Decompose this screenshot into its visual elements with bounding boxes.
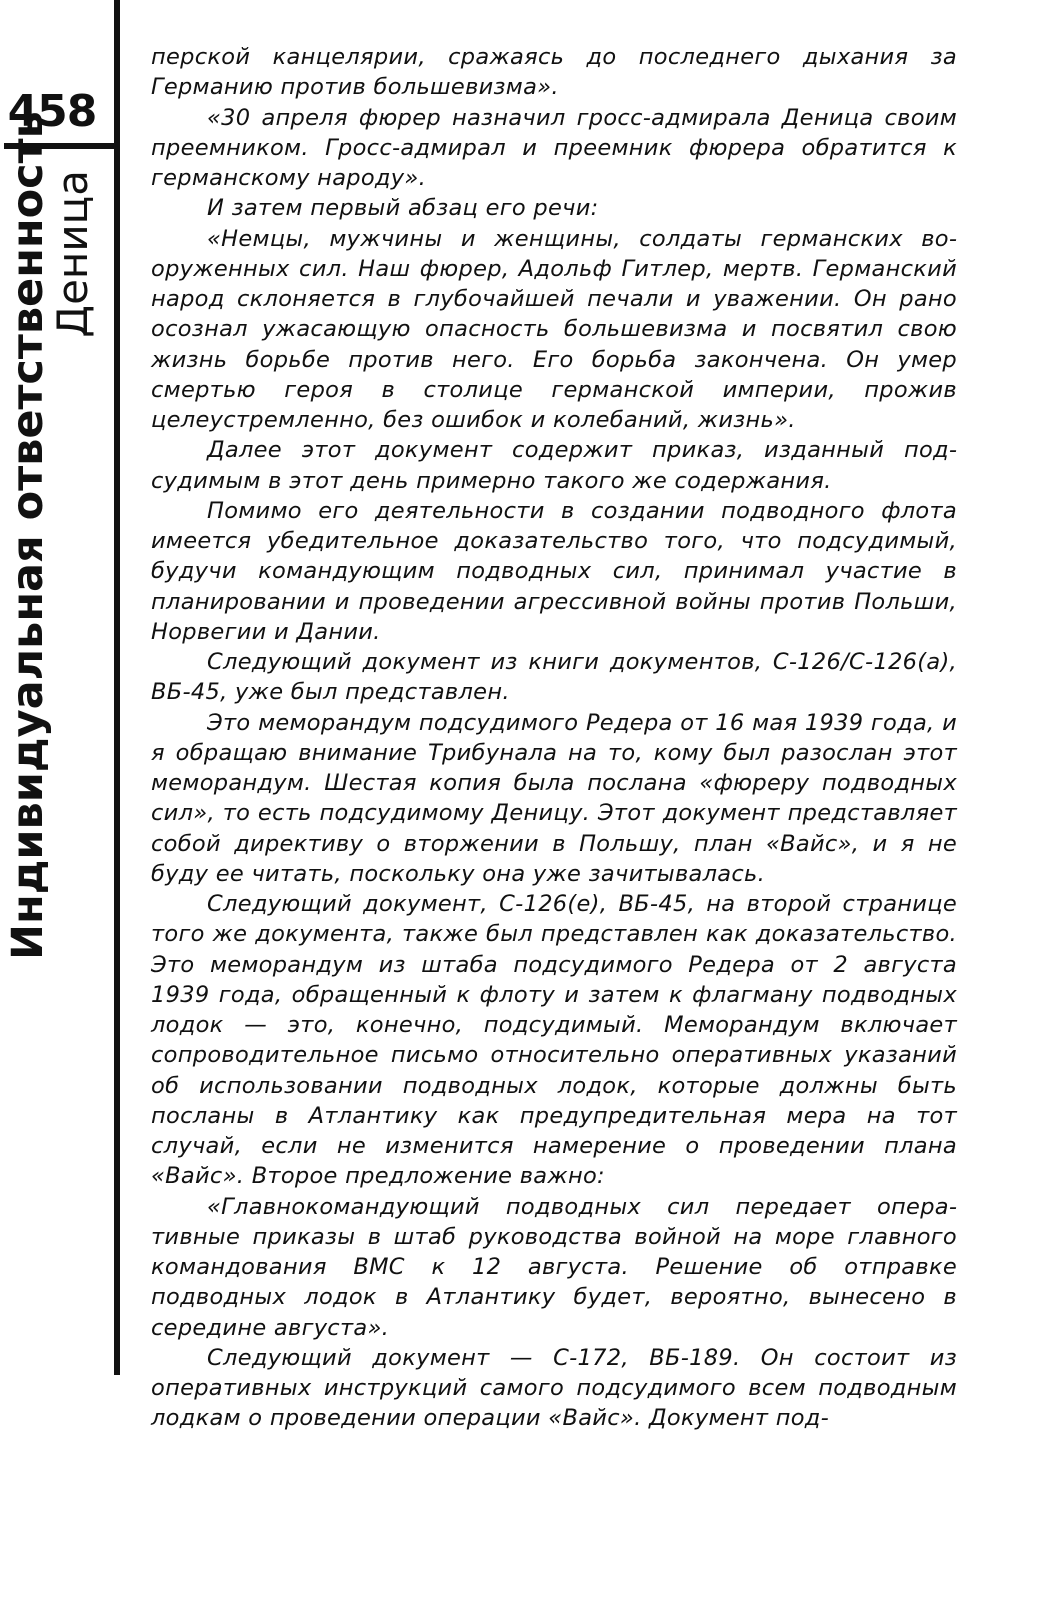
paragraph-continued: перской канцелярии, сражаясь до последнего дыхания за Германию против большевизма». (151, 44, 957, 101)
paragraph: «Немцы, мужчины и женщины, солдаты германских вооруженных сил. Наш фюрер, Адольф Гитлер, мертв. Германский народ склоняется в глубочайшей печали и уважении. Он рано осознал ужасающую опасность большевизма и посвятил свою жизнь борьбе против него. Его борьба закончена. Он умер смертью героя в столице германской империи, прожив целеустремленно, без ошибок и колебаний, жизнь». (151, 225, 957, 433)
paragraph: И затем первый абзац его речи: (207, 195, 599, 222)
running-head-subtitle: Деница (48, 170, 97, 338)
paragraph: Далее этот документ содержит приказ, изданный подсудимым в этот день примерно такого же содержания. (151, 437, 957, 494)
margin-vertical-rule (114, 0, 120, 1375)
paragraph: Следующий документ — С-172, ВБ-189. Он состоит из оперативных инструкций самого подсудимого всем подводным лодкам о проведении операции «Вайс». Документ под- (151, 1344, 957, 1432)
running-head-title: Индивидуальная ответственность (3, 111, 53, 960)
paragraph: «30 апреля фюрер назначил гросс-адмирала Деница своим преемником. Гросс-адмирал и преемник фюрера обратится к германскому народу». (151, 104, 957, 191)
paragraph: Следующий документ из книги документов, С-126/С-126(а), ВБ-45, уже был представлен. (151, 649, 957, 706)
paragraph: Следующий документ, С-126(е), ВБ-45, на второй странице того же документа, также был представлен как доказательство. Это меморандум из штаба подсудимого Редера от 2 августа 1939 года, обращенный к флоту и затем к флагману подводных лодок — это, конечно, подсудимый. Меморандум включает сопроводительное письмо относительно оперативных указаний об использовании подводных лодок, которые должны быть посланы в Атлантику как предупредительная мера на тот случай, если не изменится намерение о проведении плана «Вайс». Второе предложение важно: (151, 891, 957, 1190)
paragraph: «Главнокомандующий подводных сил передает оперативные приказы в штаб руководства войной на море главного командования ВМС к 12 августа. Решение об отправке подводных лодок в Атлантику будет, вероятно, вынесено в середине августа». (151, 1193, 957, 1341)
paragraph: Помимо его деятельности в создании подводного флота имеется убедительное доказательство того, что подсудимый, будучи командующим подводных сил, принимал участие в планировании и проведении агрессивной войны против Польши, Норвегии и Дании. (151, 497, 957, 645)
page-number: 458 (7, 86, 97, 137)
body-text (151, 42, 957, 1434)
paragraph: Это меморандум подсудимого Редера от 16 мая 1939 года, и я обращаю внимание Трибунала на то, кому был разослан этот меморандум. Шестая копия была послана «фюреру подводных сил», то есть подсудимому Деницу. Этот документ представляет собой директиву о вторжении в Польшу, план «Вайс», и я не буду ее читать, поскольку она уже зачитывалась. (151, 709, 957, 887)
running-head (0, 20, 100, 960)
